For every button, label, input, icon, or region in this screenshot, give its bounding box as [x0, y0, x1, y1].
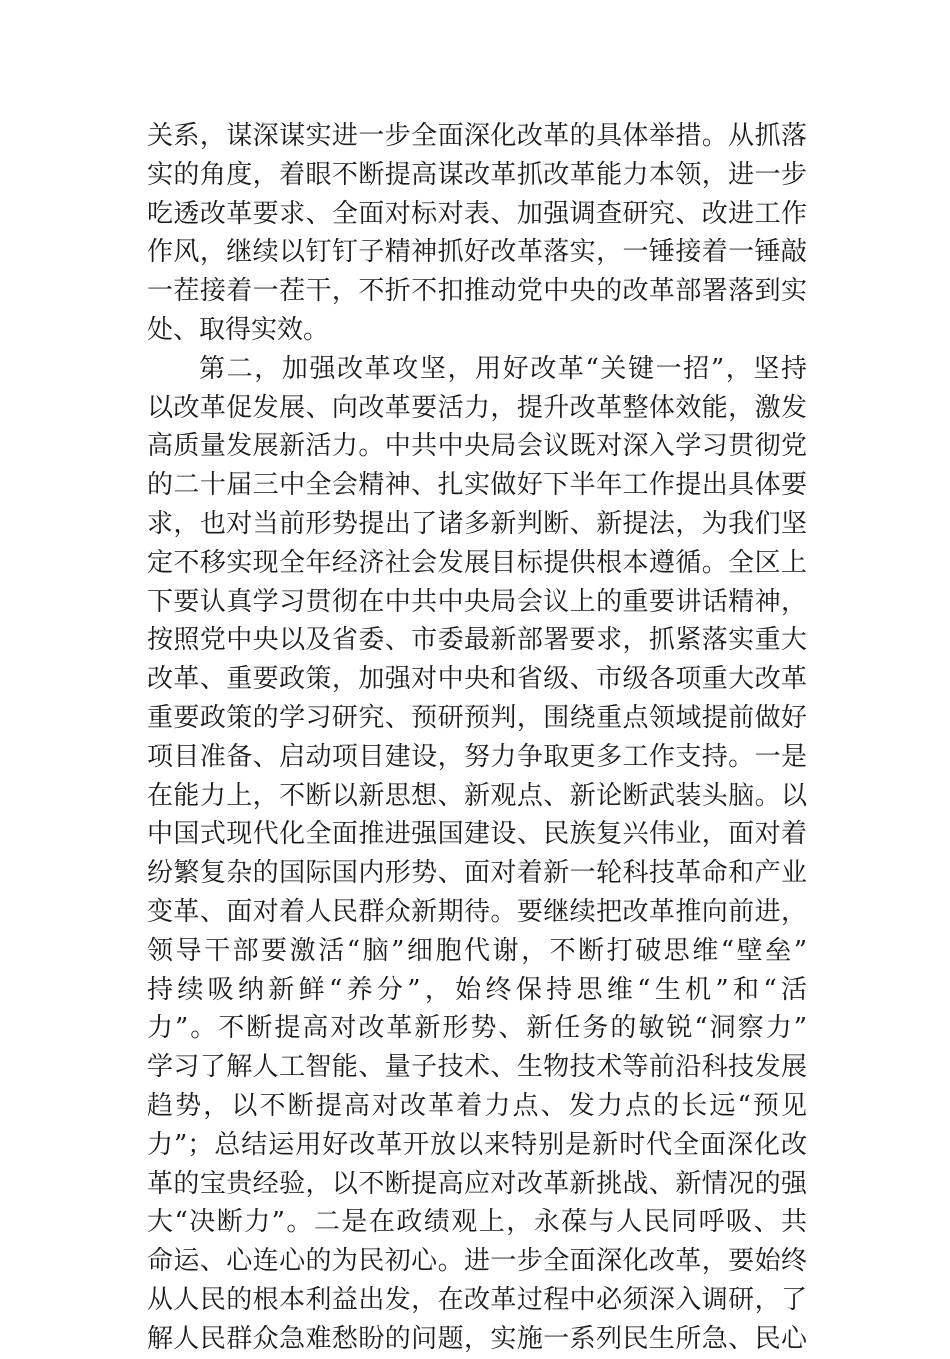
text-line: 的二十届三中全会精神、扎实做好下半年工作提出具体要 [147, 470, 807, 501]
text-line: 纷繁复杂的国际国内形势、面对着新一轮科技革命和产业 [147, 858, 807, 889]
text-line: 定不移实现全年经济社会发展目标提供根本遵循。全区上 [147, 547, 807, 578]
text-line: 一茬接着一茬干，不折不扣推动党中央的改革部署落到实 [147, 276, 807, 307]
text-line: 领导干部要激活“脑”细胞代谢，不断打破思维“壁垒” [147, 935, 807, 966]
text-line: 持续吸纳新鲜“养分”，始终保持思维“生机”和“活 [147, 974, 807, 1005]
text-line: 高质量发展新活力。中共中央局会议既对深入学习贯彻党 [147, 431, 807, 462]
text-line: 力”。不断提高对改革新形势、新任务的敏锐“洞察力” [147, 1013, 807, 1044]
text-line: 下要认真学习贯彻在中共中央局会议上的重要讲话精神， [147, 586, 807, 617]
text-line: 第二，加强改革攻坚，用好改革“关键一招”，坚持 [199, 353, 807, 384]
text-line: 作风，继续以钉钉子精神抓好改革落实，一锤接着一锤敲 [147, 237, 807, 268]
text-line: 项目准备、启动项目建设，努力争取更多工作支持。一是 [147, 741, 807, 772]
text-line: 处、取得实效。 [147, 314, 330, 345]
text-line: 关系，谋深谋实进一步全面深化改革的具体举措。从抓落 [147, 121, 807, 151]
text-line: 按照党中央以及省委、市委最新部署要求，抓紧落实重大 [147, 625, 807, 656]
text-line: 重要政策的学习研究、预研预判，围绕重点领域提前做好 [147, 702, 807, 733]
text-line: 革的宝贵经验，以不断提高应对改革新挑战、新情况的强 [147, 1168, 807, 1199]
text-line: 改革、重要政策，加强对中央和省级、市级各项重大改革 [147, 664, 807, 695]
text-line: 命运、心连心的为民初心。进一步全面深化改革，要始终 [147, 1246, 807, 1277]
document-body [147, 117, 807, 1359]
text-line: 吃透改革要求、全面对标对表、加强调查研究、改进工作 [147, 198, 807, 229]
text-line: 实的角度，着眼不断提高谋改革抓改革能力本领，进一步 [147, 159, 807, 190]
text-line: 以改革促发展、向改革要活力，提升改革整体效能，激发 [147, 392, 807, 423]
text-line: 中国式现代化全面推进强国建设、民族复兴伟业，面对着 [147, 819, 807, 850]
text-line: 求，也对当前形势提出了诸多新判断、新提法，为我们坚 [147, 508, 807, 539]
text-line: 学习了解人工智能、量子技术、生物技术等前沿科技发展 [147, 1052, 807, 1083]
paragraph [147, 350, 807, 1359]
text-line: 变革、面对着人民群众新期待。要继续把改革推向前进， [147, 896, 807, 927]
paragraph [147, 117, 807, 350]
text-line: 从人民的根本利益出发，在改革过程中必须深入调研，了 [147, 1284, 807, 1315]
text-line: 解人民群众急难愁盼的问题，实施一系列民生所急、民心 [147, 1323, 807, 1354]
text-line: 力”；总结运用好改革开放以来特别是新时代全面深化改 [147, 1129, 807, 1160]
text-line: 大“决断力”。二是在政绩观上，永葆与人民同呼吸、共 [147, 1207, 807, 1238]
text-line: 趋势，以不断提高对改革着力点、发力点的长远“预见 [147, 1090, 807, 1121]
text-line: 在能力上，不断以新思想、新观点、新论断武装头脑。以 [147, 780, 807, 811]
